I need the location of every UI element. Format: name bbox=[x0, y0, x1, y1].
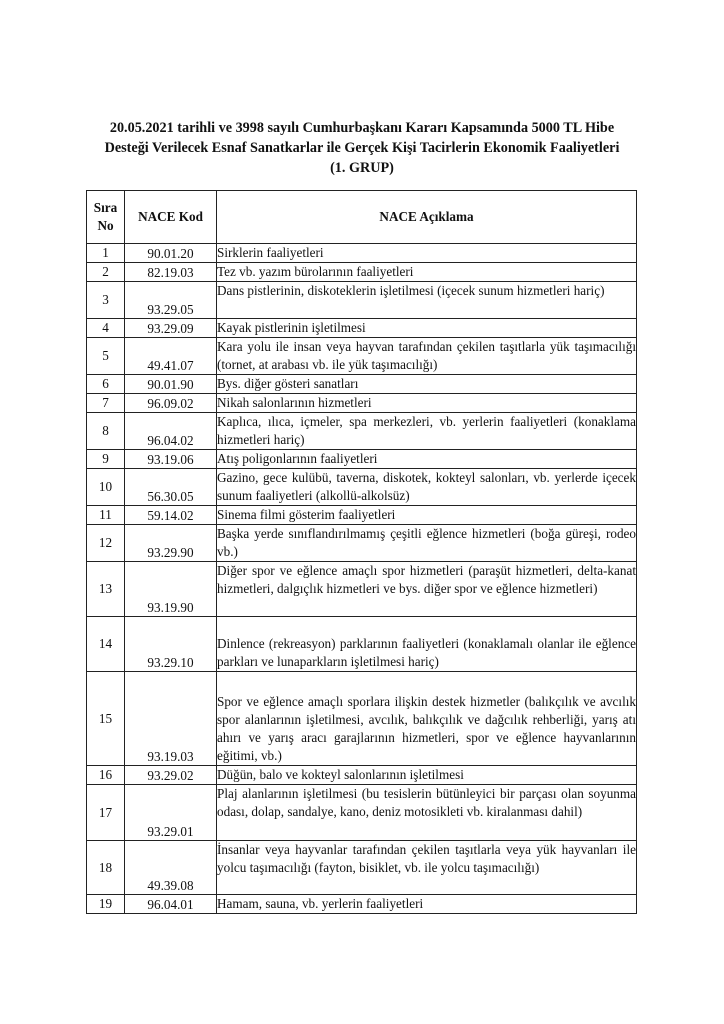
row-no: 15 bbox=[87, 672, 125, 766]
row-no: 12 bbox=[87, 525, 125, 562]
row-kod: 49.39.08 bbox=[125, 841, 217, 895]
table-row bbox=[87, 244, 637, 263]
nace-activities-table bbox=[86, 190, 637, 914]
title-line-1: 20.05.2021 tarihli ve 3998 sayılı Cumhurbaşkanı Kararı Kapsamında 5000 TL Hibe bbox=[109, 120, 615, 136]
row-desc: Spor ve eğlence amaçlı sporlara ilişkin destek hizmetler (balıkçılık ve avcılık spor alanlarının işletilmesi, avcılık, balıkçılık ve dağcılık rehberliği, yarış atı ahırı ve yarış aracı garajlarının hizmetleri, spor ve eğlence hayvanlarının eğitimi, vb.) bbox=[217, 672, 637, 766]
row-desc: Atış poligonlarının faaliyetleri bbox=[217, 450, 637, 469]
row-desc: İnsanlar veya hayvanlar tarafından çekilen taşıtlarla veya yük hayvanları ile yolcu taşımacılığı (fayton, bisiklet, vb. ile yolcu taşımacılığı) bbox=[217, 841, 637, 895]
row-kod: 93.29.02 bbox=[125, 766, 217, 785]
row-no: 6 bbox=[87, 375, 125, 394]
row-desc: Kayak pistlerinin işletilmesi bbox=[217, 319, 637, 338]
table-row bbox=[87, 282, 637, 319]
row-no: 5 bbox=[87, 338, 125, 375]
table-row bbox=[87, 672, 637, 766]
row-kod: 96.04.01 bbox=[125, 895, 217, 914]
row-desc: Bys. diğer gösteri sanatları bbox=[217, 375, 637, 394]
row-no: 18 bbox=[87, 841, 125, 895]
table-row bbox=[87, 338, 637, 375]
row-desc: Düğün, balo ve kokteyl salonlarının işletilmesi bbox=[217, 766, 637, 785]
row-kod: 56.30.05 bbox=[125, 469, 217, 506]
row-desc: Gazino, gece kulübü, taverna, diskotek, kokteyl salonları, vb. yerlerde içecek sunum faaliyetleri (alkollü-alkolsüz) bbox=[217, 469, 637, 506]
table-row bbox=[87, 617, 637, 672]
row-kod: 93.29.05 bbox=[125, 282, 217, 319]
table-row bbox=[87, 413, 637, 450]
header-nace-aciklama: NACE Açıklama bbox=[217, 191, 637, 244]
row-kod: 93.19.03 bbox=[125, 672, 217, 766]
row-no: 16 bbox=[87, 766, 125, 785]
table-row bbox=[87, 263, 637, 282]
row-desc: Dans pistlerinin, diskoteklerin işletilmesi (içecek sunum hizmetleri hariç) bbox=[217, 282, 637, 319]
row-kod: 93.29.09 bbox=[125, 319, 217, 338]
row-desc: Hamam, sauna, vb. yerlerin faaliyetleri bbox=[217, 895, 637, 914]
table-row bbox=[87, 450, 637, 469]
row-kod: 90.01.90 bbox=[125, 375, 217, 394]
row-desc: Dinlence (rekreasyon) parklarının faaliyetleri (konaklamalı olanlar ile eğlence parkları ve lunaparkların işletilmesi hariç) bbox=[217, 617, 637, 672]
row-kod: 93.19.06 bbox=[125, 450, 217, 469]
header-no-label: No bbox=[97, 218, 114, 233]
row-kod: 93.29.10 bbox=[125, 617, 217, 672]
table-row bbox=[87, 469, 637, 506]
table-row bbox=[87, 525, 637, 562]
row-no: 17 bbox=[87, 785, 125, 841]
row-desc: Nikah salonlarının hizmetleri bbox=[217, 394, 637, 413]
row-no: 9 bbox=[87, 450, 125, 469]
title-line-2: Desteği Verilecek Esnaf Sanatkarlar ile Gerçek Kişi Tacirlerin Ekonomik Faaliyetleri bbox=[104, 140, 620, 156]
row-no: 3 bbox=[87, 282, 125, 319]
table-row bbox=[87, 785, 637, 841]
row-kod: 96.04.02 bbox=[125, 413, 217, 450]
row-desc: Kara yolu ile insan veya hayvan tarafından çekilen taşıtlarla yük taşımacılığı (tornet, at arabası vb. ile yük taşımacılığı) bbox=[217, 338, 637, 375]
row-desc: Başka yerde sınıflandırılmamış çeşitli eğlence hizmetleri (boğa güreşi, rodeo vb.) bbox=[217, 525, 637, 562]
table-header-row bbox=[87, 191, 637, 244]
row-kod: 59.14.02 bbox=[125, 506, 217, 525]
row-no: 11 bbox=[87, 506, 125, 525]
row-no: 7 bbox=[87, 394, 125, 413]
title-line-3: (1. GRUP) bbox=[330, 160, 394, 176]
table-row bbox=[87, 394, 637, 413]
row-kod: 49.41.07 bbox=[125, 338, 217, 375]
document-title bbox=[60, 118, 664, 178]
row-kod: 93.29.01 bbox=[125, 785, 217, 841]
table-row bbox=[87, 841, 637, 895]
row-desc: Tez vb. yazım bürolarının faaliyetleri bbox=[217, 263, 637, 282]
table-row bbox=[87, 375, 637, 394]
table-row bbox=[87, 319, 637, 338]
row-no: 14 bbox=[87, 617, 125, 672]
row-no: 10 bbox=[87, 469, 125, 506]
row-desc: Kaplıca, ılıca, içmeler, spa merkezleri, vb. yerlerin faaliyetleri (konaklama hizmetleri hariç) bbox=[217, 413, 637, 450]
row-kod: 93.19.90 bbox=[125, 562, 217, 617]
row-no: 4 bbox=[87, 319, 125, 338]
row-kod: 90.01.20 bbox=[125, 244, 217, 263]
table-row bbox=[87, 506, 637, 525]
row-desc: Sinema filmi gösterim faaliyetleri bbox=[217, 506, 637, 525]
row-no: 13 bbox=[87, 562, 125, 617]
row-no: 8 bbox=[87, 413, 125, 450]
row-kod: 82.19.03 bbox=[125, 263, 217, 282]
table-row bbox=[87, 562, 637, 617]
row-desc: Plaj alanlarının işletilmesi (bu tesislerin bütünleyici bir parçası olan soyunma odası, dolap, sandalye, kano, deniz motosikleti vb. kiralanması dahil) bbox=[217, 785, 637, 841]
row-desc: Sirklerin faaliyetleri bbox=[217, 244, 637, 263]
row-desc: Diğer spor ve eğlence amaçlı spor hizmetleri (paraşüt hizmetleri, delta-kanat hizmetleri, dalgıçlık hizmetleri ve bys. diğer spor ve eğlence hizmetleri) bbox=[217, 562, 637, 617]
header-nace-kod: NACE Kod bbox=[125, 191, 217, 244]
header-sira-no bbox=[87, 191, 125, 244]
table-row bbox=[87, 895, 637, 914]
row-kod: 96.09.02 bbox=[125, 394, 217, 413]
row-no: 19 bbox=[87, 895, 125, 914]
row-no: 2 bbox=[87, 263, 125, 282]
header-sira-label: Sıra bbox=[93, 200, 118, 215]
row-kod: 93.29.90 bbox=[125, 525, 217, 562]
table-row bbox=[87, 766, 637, 785]
row-no: 1 bbox=[87, 244, 125, 263]
